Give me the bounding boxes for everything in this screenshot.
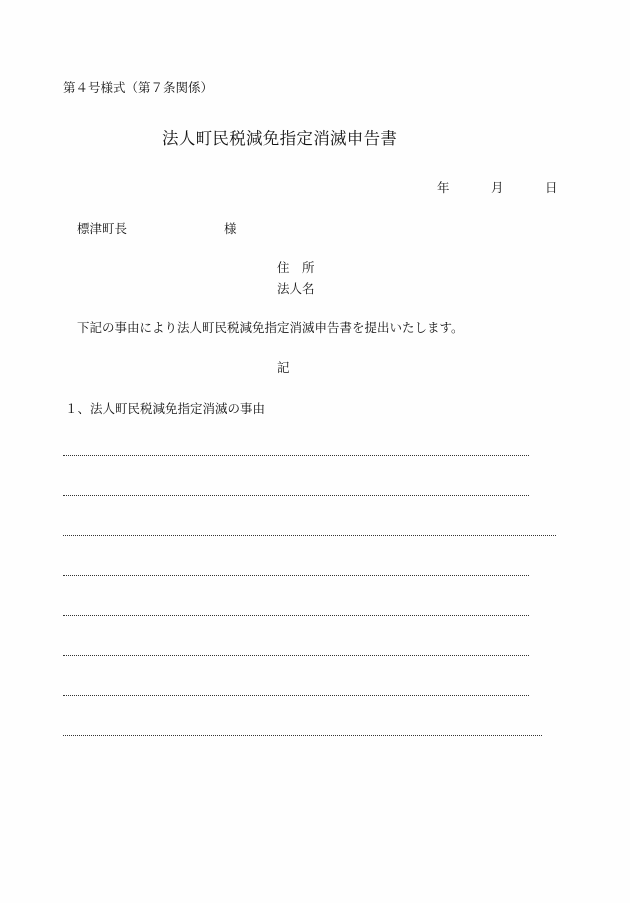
date-line (437, 180, 558, 196)
reason-line-3 (63, 535, 556, 536)
submission-statement: 下記の事由により法人町民税減免指定消滅申告書を提出いたします。 (77, 320, 464, 335)
document-title: 法人町民税減免指定消滅申告書 (162, 129, 398, 148)
month-label: 月 (491, 180, 504, 195)
day-label: 日 (545, 180, 558, 195)
ki-label: 記 (277, 360, 290, 375)
reason-line-2 (63, 495, 529, 496)
addressee-name: 標津町長 (77, 221, 128, 236)
reason-line-8 (63, 735, 542, 736)
section-1-heading: １、法人町民税減免指定消滅の事由 (65, 401, 266, 416)
year-label: 年 (437, 180, 450, 195)
addressee-honorific: 様 (224, 221, 237, 236)
reason-line-5 (63, 615, 529, 616)
corporation-name-label: 法人名 (277, 281, 315, 296)
form-number: 第４号様式（第７条関係） (63, 80, 214, 95)
reason-line-7 (63, 695, 529, 696)
reason-line-6 (63, 655, 529, 656)
reason-line-1 (63, 455, 529, 456)
reason-line-4 (63, 575, 529, 576)
address-label: 住 所 (277, 260, 315, 275)
